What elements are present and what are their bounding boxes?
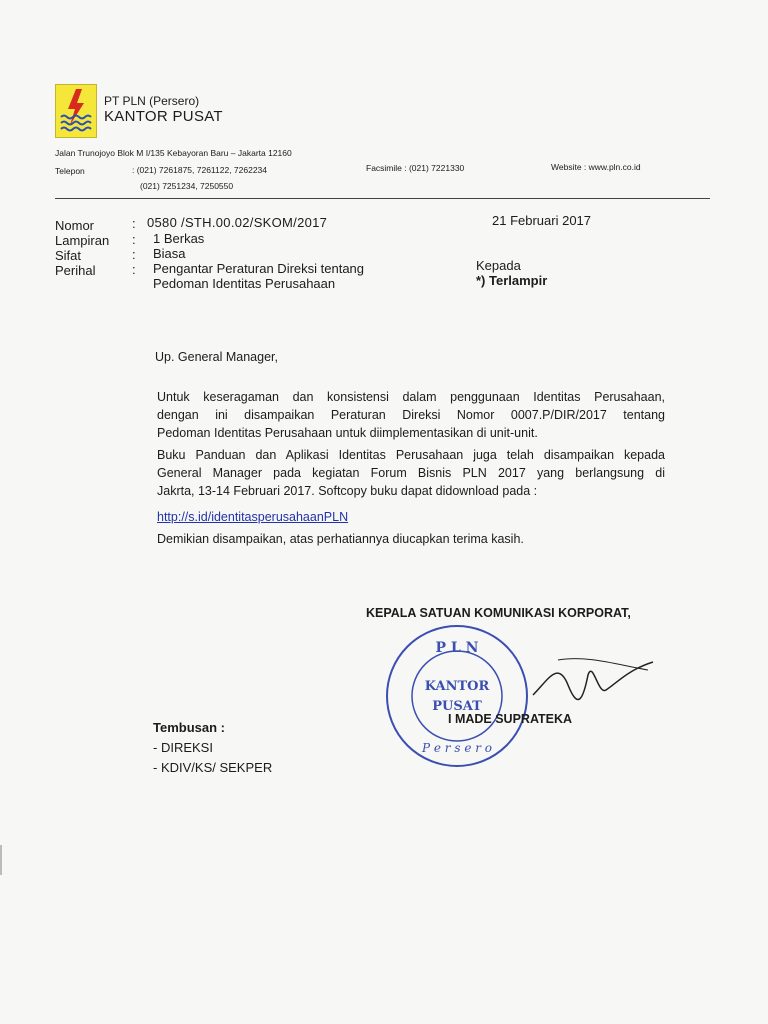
sifat-value: Biasa <box>153 246 186 261</box>
telepon-numbers-2: (021) 7251234, 7250550 <box>140 181 234 191</box>
lampiran-value: 1 Berkas <box>153 231 205 246</box>
svg-text:KANTOR: KANTOR <box>424 679 490 694</box>
paragraph-2-line-2: General Manager pada kegiatan Forum Bisnis PLN 2017 yang berlangsung di <box>157 466 665 480</box>
signatory-name: I MADE SUPRATEKA <box>448 712 573 726</box>
kepada-label: Kepada <box>476 258 521 273</box>
lampiran-colon: : <box>132 232 136 247</box>
paragraph-1-line-1: Untuk keseragaman dan konsistensi dalam penggunaan Identitas Perusahaan, <box>157 390 665 404</box>
company-stamp <box>383 622 531 770</box>
lampiran-label: Lampiran <box>55 233 110 248</box>
signatory-title: KEPALA SATUAN KOMUNIKASI KORPORAT, <box>366 606 631 620</box>
pln-logo <box>55 84 97 138</box>
nomor-label: Nomor <box>55 218 95 233</box>
tembusan-label: Tembusan : <box>153 720 225 735</box>
perihal-value-line1: Pengantar Peraturan Direksi tentang <box>153 261 365 276</box>
letterhead-divider <box>55 198 710 199</box>
nomor-colon: : <box>132 216 136 231</box>
telepon-numbers-1: : (021) 7261875, 7261122, 7262234 <box>132 165 268 175</box>
perihal-value-line2: Pedoman Identitas Perusahaan <box>153 276 336 291</box>
website: Website : www.pln.co.id <box>551 162 641 172</box>
facsimile: Facsimile : (021) 7221330 <box>366 163 465 173</box>
perihal-label: Perihal <box>55 263 96 278</box>
paragraph-2-line-3: Jakrta, 13-14 Februari 2017. Softcopy buku dapat didownload pada : <box>157 484 538 498</box>
scan-edge-mark <box>0 845 2 875</box>
paragraph-1-line-2: dengan ini disampaikan Peraturan Direksi Nomor 0007.P/DIR/2017 tentang <box>157 408 665 422</box>
nomor-value: 0580 /STH.00.02/SKOM/2017 <box>147 215 328 230</box>
svg-text:P e r s e r o: P e r s e r o <box>421 741 493 755</box>
address: Jalan Trunojoyo Blok M I/135 Kebayoran Baru – Jakarta 12160 <box>55 148 292 158</box>
office-name: KANTOR PUSAT <box>104 108 223 125</box>
telepon-label: Telepon <box>55 166 85 176</box>
sifat-colon: : <box>132 247 136 262</box>
company-name: PT PLN (Persero) <box>104 94 200 108</box>
perihal-colon: : <box>132 262 136 277</box>
paragraph-1-line-3: Pedoman Identitas Perusahaan untuk diimplementasikan di unit-unit. <box>157 426 538 440</box>
paragraph-1 <box>157 388 665 442</box>
sifat-label: Sifat <box>55 248 82 263</box>
closing-text: Demikian disampaikan, atas perhatiannya diucapkan terima kasih. <box>157 532 524 546</box>
salutation: Up. General Manager, <box>155 350 278 364</box>
tembusan-item: - DIREKSI <box>153 740 213 755</box>
tembusan-item: - KDIV/KS/ SEKPER <box>153 760 273 775</box>
svg-text:P L N: P L N <box>435 640 479 656</box>
kepada-value: *) Terlampir <box>476 273 548 288</box>
paragraph-2-line-1: Buku Panduan dan Aplikasi Identitas Perusahaan juga telah disampaikan kepada <box>157 448 665 462</box>
download-link[interactable]: http://s.id/identitasperusahaanPLN <box>157 510 349 524</box>
paragraph-2 <box>157 446 665 500</box>
pln-lightning-icon <box>56 85 96 137</box>
handwritten-signature <box>528 640 658 710</box>
svg-text:PUSAT: PUSAT <box>432 699 482 714</box>
letter-date: 21 Februari 2017 <box>492 213 592 228</box>
